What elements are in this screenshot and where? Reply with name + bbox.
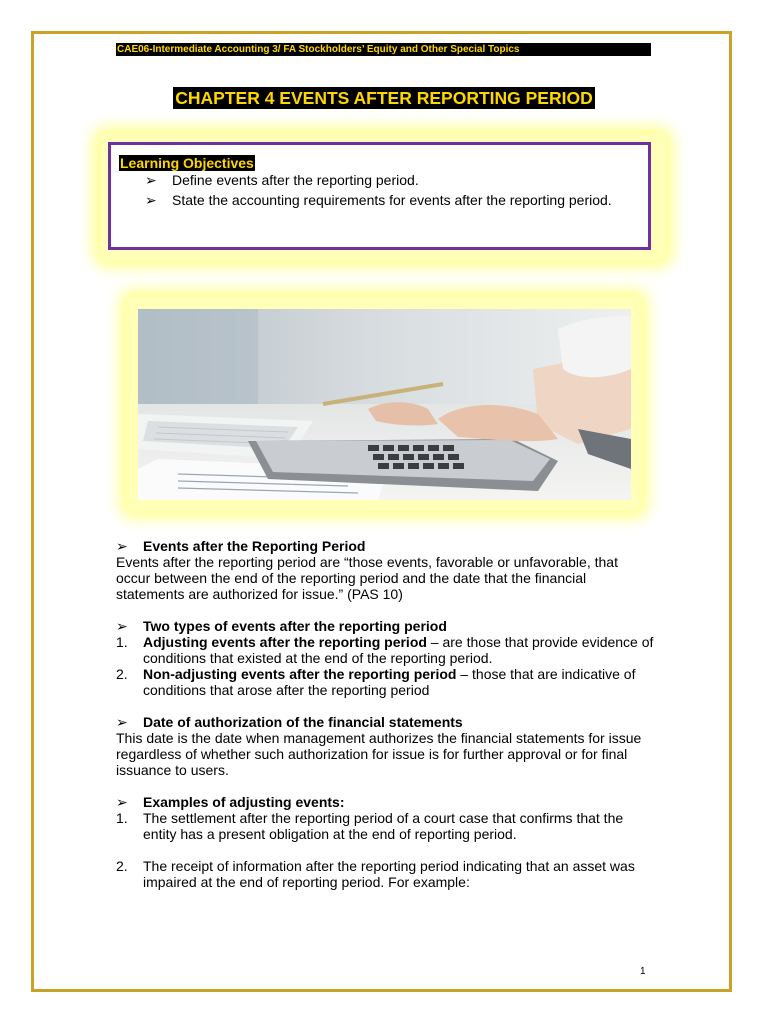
- item-text: The settlement after the reporting period of a court case that confirms that the entity has a present obligation at the end of reporting period.: [143, 810, 624, 842]
- item-text: – those that are indicative of conditions that arose after the reporting period: [143, 666, 636, 698]
- item-number: 2.: [116, 858, 128, 874]
- learning-objectives-list: [145, 172, 625, 212]
- list-item: [145, 192, 625, 208]
- accounting-photo: [138, 309, 631, 500]
- section-heading-examples: [116, 794, 656, 810]
- heading-text: Examples of adjusting events:: [143, 794, 345, 810]
- objective-text: Define events after the reporting period.: [172, 172, 419, 188]
- authorization-definition: This date is the date when management authorizes the financial statements for issue regardless of whether such authorization for issue is for further approval or for final issuance to users.: [116, 730, 642, 778]
- chapter-title: [0, 88, 768, 109]
- learning-objectives-heading: Learning Objectives: [120, 155, 254, 171]
- page-number: 1: [640, 966, 646, 977]
- arrow-bullet-icon: ➢: [116, 538, 128, 554]
- arrow-bullet-icon: ➢: [145, 172, 157, 188]
- heading-text: Date of authorization of the financial statements: [143, 714, 463, 730]
- chapter-title-text: CHAPTER 4 EVENTS AFTER REPORTING PERIOD: [175, 88, 593, 108]
- section-heading-authorization: [116, 714, 656, 730]
- arrow-bullet-icon: ➢: [116, 794, 128, 810]
- events-definition: Events after the reporting period are “those events, favorable or unfavorable, that occur between the end of the reporting period and the date that the financial statements are authorized for issue.” (PAS 10): [116, 554, 618, 602]
- item-number: 1.: [116, 810, 128, 826]
- item-number: 2.: [116, 666, 128, 682]
- objective-text: State the accounting requirements for events after the reporting period.: [172, 192, 612, 208]
- learning-objectives-box: [108, 142, 651, 250]
- arrow-bullet-icon: ➢: [116, 618, 128, 634]
- heading-text: Two types of events after the reporting period: [143, 618, 447, 634]
- calculator-photo-illustration: [138, 309, 631, 500]
- item-term: Adjusting events after the reporting period: [143, 634, 427, 650]
- arrow-bullet-icon: ➢: [116, 714, 128, 730]
- section-heading-types: [116, 618, 656, 634]
- section-heading-events: [116, 538, 656, 554]
- list-item: [116, 666, 656, 698]
- item-text: – are those that provide evidence of conditions that existed at the end of the reporting period.: [143, 634, 654, 666]
- item-text: The receipt of information after the reporting period indicating that an asset was impaired at the end of reporting period. For example:: [143, 858, 635, 890]
- list-item: [116, 810, 656, 842]
- list-item: [145, 172, 625, 188]
- arrow-bullet-icon: ➢: [145, 192, 157, 208]
- heading-text: Events after the Reporting Period: [143, 538, 366, 554]
- item-number: 1.: [116, 634, 128, 650]
- list-item: [116, 634, 656, 666]
- item-term: Non-adjusting events after the reporting period: [143, 666, 457, 682]
- main-content: [116, 538, 656, 890]
- course-header: CAE06-Intermediate Accounting 3/ FA Stockholders’ Equity and Other Special Topics: [116, 43, 651, 56]
- list-item: [116, 858, 656, 890]
